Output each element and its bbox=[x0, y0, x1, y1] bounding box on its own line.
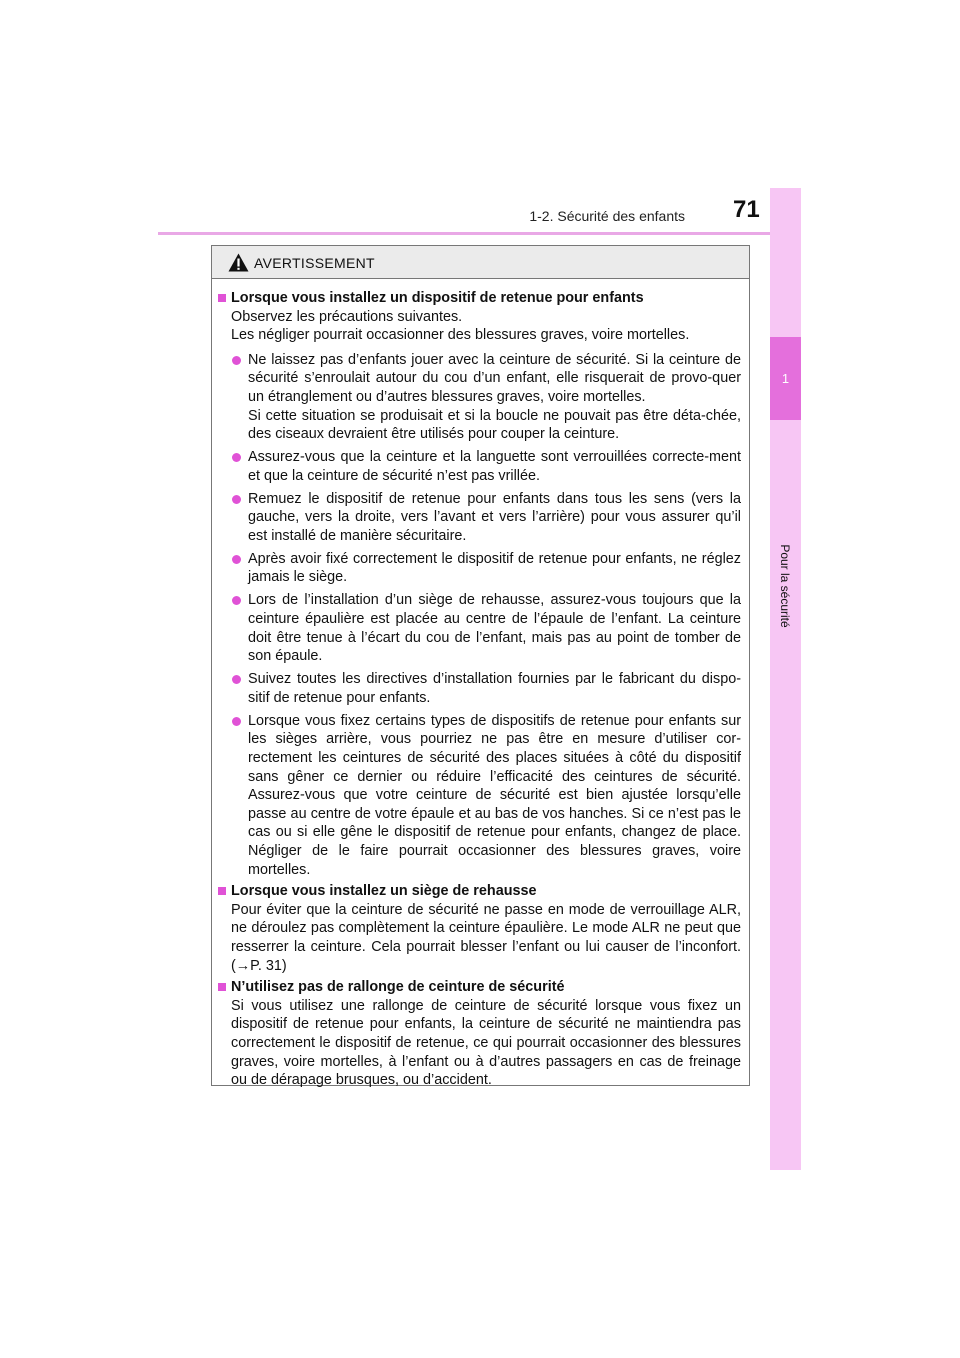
square-bullet-icon bbox=[218, 294, 226, 302]
list-item-text: Lors de l’installation d’un siège de rehausse, assurez-vous toujours que la ceinture épaulière est placée au centre de l’épaule de l’enfant. La ceinture doit être tenue à l’écart du cou de l’enfant, mais pas au point de tomber de son épaule. bbox=[248, 592, 741, 665]
section-title bbox=[217, 882, 741, 901]
section-label: 1-2. Sécurité des enfants bbox=[529, 208, 685, 224]
list-item bbox=[217, 490, 741, 546]
section-title-text: N’utilisez pas de rallonge de ceinture de sécurité bbox=[231, 979, 565, 996]
list-item-text: Lorsque vous fixez certains types de dispositifs de retenue pour enfants sur les sièges arrière, vous pourriez ne pas être en mesure d’utiliser cor-rectement les ceintures de sécurité des places situées à côté du dispositif sans gêner ce dernier ou réduire l’efficacité des ceintures de sécurité. Assurez-vous que votre ceinture de sécurité est bien ajustée lorsqu’elle passe au centre de votre épaule et au bas de vos hanches. Si ce n’est pas le cas ou si elle gêne le dispositif de retenue pour enfants, changez de place. Négliger de le faire pourrait occasionner des blessures graves, voire mortelles. bbox=[248, 712, 741, 878]
section-description bbox=[217, 901, 741, 975]
header-rule bbox=[158, 232, 800, 235]
side-tab bbox=[770, 188, 801, 1170]
section-description-text: Si vous utilisez une rallonge de ceinture de sécurité lorsque vous fixez un dispositif de retenue pour enfants, la ceinture de sécurité ne maintiendra pas correctement le dispositif de retenue, ce qui pourrait occasionner des blessures graves, voire mortelles, à l’enfant ou à d’autres passagers en cas de freinage ou de dérapage brusques, ou d’accident. bbox=[231, 997, 741, 1089]
warning-header bbox=[212, 246, 749, 279]
warning-body bbox=[212, 279, 749, 1090]
warning-box bbox=[211, 245, 750, 1089]
list-item bbox=[217, 448, 741, 485]
warning-title: AVERTISSEMENT bbox=[254, 255, 375, 271]
list-item bbox=[217, 550, 741, 587]
section-description-text: Pour éviter que la ceinture de sécurité ne passe en mode de verrouillage ALR, ne déroulez pas complètement la ceinture épaulière. Le mode ALR ne peut que resserrer la ceinture. Cela pourrait blesser l’enfant ou lui causer de l’inconfort. (→P. 31) bbox=[231, 901, 741, 974]
round-bullet-icon bbox=[232, 596, 241, 605]
list-item bbox=[217, 670, 741, 707]
round-bullet-icon bbox=[232, 555, 241, 564]
list-item-text: Remuez le dispositif de retenue pour enfants dans tous les sens (vers la gauche, vers la droite, vers l’avant et vers l’arrière) pour vous assurer qu’il est installé de manière sécuritaire. bbox=[248, 490, 741, 544]
chapter-title-text: Pour la sécurité bbox=[778, 544, 792, 628]
section-title bbox=[217, 289, 741, 308]
list-item-text: Après avoir fixé correctement le dispositif de retenue pour enfants, ne réglez jamais le siège. bbox=[248, 550, 741, 586]
round-bullet-icon bbox=[232, 356, 241, 365]
section-title bbox=[217, 978, 741, 997]
round-bullet-icon bbox=[232, 495, 241, 504]
round-bullet-icon bbox=[232, 453, 241, 462]
square-bullet-icon bbox=[218, 887, 226, 895]
section-title-text: Lorsque vous installez un dispositif de retenue pour enfants bbox=[231, 290, 644, 306]
chapter-number: 1 bbox=[781, 371, 790, 386]
section-title-text: Lorsque vous installez un siège de rehausse bbox=[231, 883, 537, 900]
square-bullet-icon bbox=[218, 983, 226, 991]
list-item-text: Suivez toutes les directives d’installation fournies par le fabricant du dispo-sitif de retenue pour enfants. bbox=[248, 671, 741, 706]
round-bullet-icon bbox=[232, 717, 241, 726]
warning-triangle-icon bbox=[228, 253, 249, 272]
chapter-title bbox=[768, 516, 802, 656]
section-description bbox=[217, 308, 741, 345]
section-description bbox=[217, 997, 741, 1090]
section-description-text: Observez les précautions suivantes. Les négliger pourrait occasionner des blessures graves, voire mortelles. bbox=[231, 308, 690, 344]
list-item bbox=[217, 591, 741, 665]
list-item bbox=[217, 351, 741, 444]
round-bullet-icon bbox=[232, 675, 241, 684]
list-item bbox=[217, 712, 741, 879]
list-item-text: Ne laissez pas d’enfants jouer avec la ceinture de sécurité. Si la ceinture de sécurité s’enroulait autour du cou d’un enfant, elle risquerait de provo-quer un étranglement ou d’autres blessures graves, voire mortelles. Si cette situation se produisait et si la boucle ne pouvait pas être déta-chée, des ciseaux devraient être utilisés pour couper la ceinture. bbox=[248, 351, 741, 443]
list-item-text: Assurez-vous que la ceinture et la languette sont verrouillées correcte-ment et que la ceinture de sécurité n’est pas vrillée. bbox=[248, 449, 741, 484]
page-number: 71 bbox=[733, 196, 760, 223]
